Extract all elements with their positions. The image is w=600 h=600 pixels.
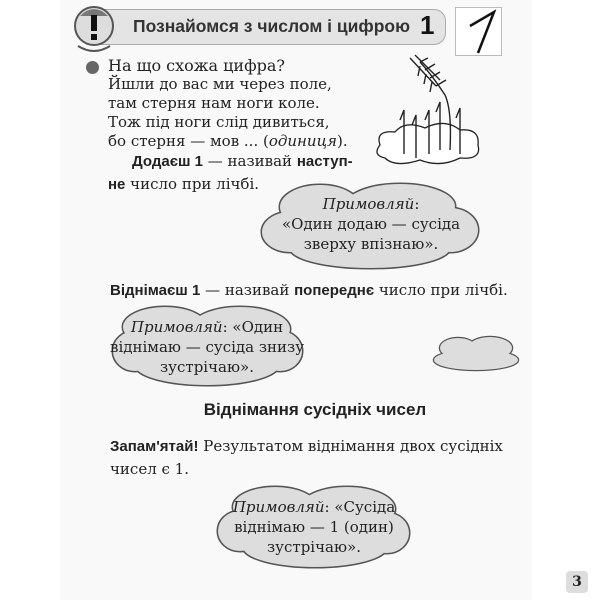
small-cloud-illustration	[428, 334, 528, 374]
digit-box	[455, 7, 502, 56]
remember-text-cont: чисел є 1.	[110, 460, 189, 478]
poem	[108, 56, 348, 151]
boy-exclamation-icon	[66, 2, 128, 54]
subtraction-rule: Віднімаєш 1 — називай попереднє число при лічбі.	[110, 281, 508, 299]
addition-rule-cont: не число при лічбі.	[108, 175, 260, 193]
handwritten-digit-one	[456, 8, 501, 55]
cloud-saying-subtract: Примовляй: «Один віднімаю — сусіда знизу зустрічаю».	[110, 318, 305, 376]
poem-line: Йшли до вас ми через поле,	[108, 75, 332, 93]
poem-line: Тож під ноги слід дивиться,	[108, 113, 330, 131]
page-title-number: 1	[420, 10, 435, 40]
bullet-icon	[86, 61, 99, 74]
poem-line: там стерня нам ноги коле.	[108, 94, 320, 112]
poem-line: бо стерня — мов ... (одиниця).	[108, 132, 348, 150]
wheat-stubble-illustration	[370, 50, 490, 180]
page-title: Познайомся з числом і цифрою	[133, 16, 411, 36]
remember-text: Запам'ятай! Результатом віднімання двох сусідніх	[110, 437, 503, 455]
addition-rule: Додаєш 1 — називай наступ-	[132, 152, 353, 170]
page-number: 3	[566, 571, 588, 593]
section-heading: Віднімання сусідніх чисел	[203, 400, 427, 419]
poem-question: На що схожа цифра?	[108, 56, 285, 75]
cloud-saying-neighbors: Примовляй: «Сусіда віднімаю — 1 (один) зустрічаю».	[232, 498, 396, 556]
cloud-saying-add: Примовляй: «Один додаю — сусіда зверху впізнаю».	[281, 195, 461, 253]
